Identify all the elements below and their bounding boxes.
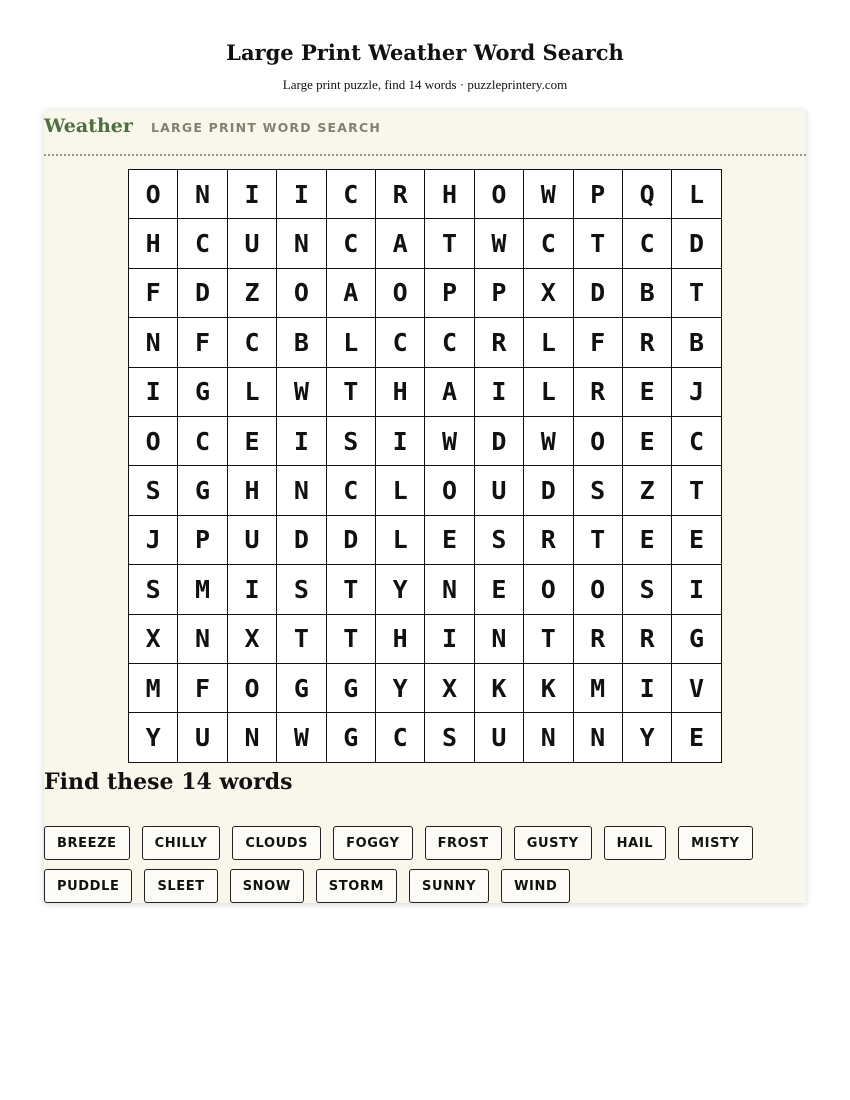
grid-cell[interactable]: C	[376, 713, 425, 762]
grid-cell[interactable]: S	[425, 713, 474, 762]
grid-cell[interactable]: W	[524, 170, 573, 219]
grid-cell[interactable]: I	[475, 368, 524, 417]
grid-cell[interactable]: U	[228, 219, 277, 268]
grid-cell[interactable]: S	[574, 466, 623, 515]
grid-cell[interactable]: T	[524, 615, 573, 664]
grid-cell[interactable]: H	[129, 219, 178, 268]
grid-cell[interactable]: R	[574, 615, 623, 664]
page-subtitle: Large print puzzle, find 14 words · puzzleprintery.com	[282, 77, 568, 92]
grid-cell[interactable]: J	[672, 368, 721, 417]
grid-cell[interactable]: C	[524, 219, 573, 268]
grid-cell[interactable]: T	[277, 615, 326, 664]
grid-cell[interactable]: A	[327, 269, 376, 318]
grid-cell[interactable]: O	[228, 664, 277, 713]
page-title: Large Print Weather Word Search	[226, 40, 624, 65]
grid-cell[interactable]: E	[672, 713, 721, 762]
word-chip[interactable]: FROST	[425, 826, 502, 860]
grid-cell[interactable]: L	[376, 516, 425, 565]
grid-cell[interactable]: O	[475, 170, 524, 219]
grid-cell[interactable]: S	[277, 565, 326, 614]
grid-cell[interactable]: I	[277, 417, 326, 466]
grid-cell[interactable]: S	[475, 516, 524, 565]
grid-cell[interactable]: U	[228, 516, 277, 565]
grid-cell[interactable]: I	[228, 565, 277, 614]
grid-cell[interactable]: X	[129, 615, 178, 664]
grid-cell[interactable]: V	[672, 664, 721, 713]
grid-cell[interactable]: P	[425, 269, 474, 318]
grid-cell[interactable]: B	[623, 269, 672, 318]
grid-cell[interactable]: D	[524, 466, 573, 515]
grid-cell[interactable]: R	[475, 318, 524, 367]
grid-cell[interactable]: O	[574, 565, 623, 614]
grid-cell[interactable]: L	[524, 318, 573, 367]
grid-cell[interactable]: T	[672, 269, 721, 318]
grid-cell[interactable]: C	[623, 219, 672, 268]
grid-cell[interactable]: I	[277, 170, 326, 219]
grid-cell[interactable]: O	[129, 170, 178, 219]
grid-cell[interactable]: O	[277, 269, 326, 318]
grid-cell[interactable]: P	[475, 269, 524, 318]
grid-cell[interactable]: C	[327, 219, 376, 268]
grid-cell[interactable]: L	[524, 368, 573, 417]
grid-cell[interactable]: S	[623, 565, 672, 614]
letter-grid	[128, 169, 722, 763]
grid-cell[interactable]: H	[376, 368, 425, 417]
grid-cell[interactable]: O	[425, 466, 474, 515]
grid-cell[interactable]: J	[129, 516, 178, 565]
grid-cell[interactable]: Q	[623, 170, 672, 219]
grid-cell[interactable]: B	[672, 318, 721, 367]
grid-cell[interactable]: T	[574, 219, 623, 268]
grid-cell[interactable]: Z	[623, 466, 672, 515]
word-chip[interactable]: CHILLY	[142, 826, 221, 860]
grid-cell[interactable]: F	[129, 269, 178, 318]
grid-cell[interactable]: F	[574, 318, 623, 367]
page-header	[0, 38, 850, 93]
grid-cell[interactable]: C	[327, 170, 376, 219]
grid-cell[interactable]: Y	[129, 713, 178, 762]
grid-cell[interactable]: N	[129, 318, 178, 367]
grid-cell[interactable]: E	[425, 516, 474, 565]
grid-cell[interactable]: A	[376, 219, 425, 268]
grid-cell[interactable]: S	[327, 417, 376, 466]
word-chip[interactable]: BREEZE	[44, 826, 130, 860]
grid-cell[interactable]: C	[376, 318, 425, 367]
grid-cell[interactable]: X	[425, 664, 474, 713]
grid-cell[interactable]: E	[228, 417, 277, 466]
grid-cell[interactable]: H	[425, 170, 474, 219]
word-chip[interactable]: CLOUDS	[232, 826, 321, 860]
grid-cell[interactable]: T	[327, 368, 376, 417]
grid-cell[interactable]: R	[623, 318, 672, 367]
grid-cell[interactable]: O	[129, 417, 178, 466]
grid-cell[interactable]: X	[228, 615, 277, 664]
grid-cell[interactable]: I	[228, 170, 277, 219]
grid-cell[interactable]: C	[425, 318, 474, 367]
grid-cell[interactable]: R	[623, 615, 672, 664]
word-chip[interactable]: SNOW	[230, 869, 304, 903]
grid-cell[interactable]: I	[425, 615, 474, 664]
grid-cell[interactable]: F	[178, 664, 227, 713]
grid-cell[interactable]: I	[376, 417, 425, 466]
grid-cell[interactable]: L	[228, 368, 277, 417]
grid-cell[interactable]: L	[327, 318, 376, 367]
grid-cell[interactable]: U	[178, 713, 227, 762]
word-chip[interactable]: SUNNY	[409, 869, 489, 903]
grid-cell[interactable]: C	[228, 318, 277, 367]
grid-cell[interactable]: I	[672, 565, 721, 614]
grid-cell[interactable]: G	[178, 368, 227, 417]
grid-cell[interactable]: U	[475, 466, 524, 515]
grid-cell[interactable]: C	[178, 219, 227, 268]
grid-cell[interactable]: P	[178, 516, 227, 565]
grid-cell[interactable]: W	[277, 368, 326, 417]
puzzle-card	[44, 110, 806, 903]
grid-cell[interactable]: W	[277, 713, 326, 762]
puzzle-type-label: LARGE PRINT WORD SEARCH	[151, 120, 382, 135]
grid-cell[interactable]: O	[376, 269, 425, 318]
word-chip[interactable]: FOGGY	[333, 826, 412, 860]
grid-cell[interactable]: S	[129, 466, 178, 515]
grid-cell[interactable]: T	[327, 615, 376, 664]
grid-cell[interactable]: N	[178, 615, 227, 664]
grid-cell[interactable]: B	[277, 318, 326, 367]
grid-cell[interactable]: W	[425, 417, 474, 466]
word-list	[44, 826, 784, 903]
grid-cell[interactable]: G	[277, 664, 326, 713]
grid-cell[interactable]: N	[574, 713, 623, 762]
grid-cell[interactable]: F	[178, 318, 227, 367]
grid-cell[interactable]: D	[574, 269, 623, 318]
grid-cell[interactable]: Z	[228, 269, 277, 318]
grid-cell[interactable]: W	[475, 219, 524, 268]
card-header	[44, 110, 806, 156]
grid-cell[interactable]: D	[475, 417, 524, 466]
grid-cell[interactable]: S	[129, 565, 178, 614]
grid-cell[interactable]: T	[574, 516, 623, 565]
grid-cell[interactable]: D	[178, 269, 227, 318]
grid-cell[interactable]: N	[425, 565, 474, 614]
grid-cell[interactable]: N	[228, 713, 277, 762]
word-chip[interactable]: MISTY	[678, 826, 752, 860]
grid-cell[interactable]: M	[129, 664, 178, 713]
grid-cell[interactable]: L	[672, 170, 721, 219]
grid-cell[interactable]: O	[574, 417, 623, 466]
grid-cell[interactable]: K	[524, 664, 573, 713]
word-chip[interactable]: GUSTY	[514, 826, 592, 860]
grid-cell[interactable]: R	[376, 170, 425, 219]
grid-cell[interactable]: G	[672, 615, 721, 664]
grid-cell[interactable]: H	[228, 466, 277, 515]
grid-cell[interactable]: Y	[376, 565, 425, 614]
grid-cell[interactable]: Y	[376, 664, 425, 713]
grid-cell[interactable]: T	[327, 565, 376, 614]
grid-cell[interactable]: N	[277, 466, 326, 515]
grid-cell[interactable]: W	[524, 417, 573, 466]
grid-cell[interactable]: N	[524, 713, 573, 762]
grid-cell[interactable]: D	[277, 516, 326, 565]
grid-cell[interactable]: G	[327, 713, 376, 762]
grid-cell[interactable]: U	[475, 713, 524, 762]
grid-cell[interactable]: L	[376, 466, 425, 515]
grid-cell[interactable]: D	[327, 516, 376, 565]
grid-cell[interactable]: H	[376, 615, 425, 664]
grid-cell[interactable]: X	[524, 269, 573, 318]
grid-cell[interactable]: E	[623, 516, 672, 565]
grid-cell[interactable]: E	[623, 417, 672, 466]
word-chip[interactable]: HAIL	[604, 826, 666, 860]
word-list-heading: Find these 14 words	[44, 769, 293, 795]
grid-cell[interactable]: K	[475, 664, 524, 713]
word-chip[interactable]: WIND	[501, 869, 570, 903]
grid-cell[interactable]: R	[574, 368, 623, 417]
grid-cell[interactable]: G	[327, 664, 376, 713]
word-chip[interactable]: STORM	[316, 869, 397, 903]
word-chip[interactable]: SLEET	[144, 869, 217, 903]
grid-cell[interactable]: R	[524, 516, 573, 565]
grid-cell[interactable]: N	[178, 170, 227, 219]
grid-cell[interactable]: C	[327, 466, 376, 515]
grid-cell[interactable]: O	[524, 565, 573, 614]
grid-cell[interactable]: I	[129, 368, 178, 417]
grid-cell[interactable]: I	[623, 664, 672, 713]
grid-cell[interactable]: N	[277, 219, 326, 268]
grid-cell[interactable]: G	[178, 466, 227, 515]
word-chip[interactable]: PUDDLE	[44, 869, 132, 903]
grid-cell[interactable]: Y	[623, 713, 672, 762]
grid-cell[interactable]: E	[672, 516, 721, 565]
grid-cell[interactable]: N	[475, 615, 524, 664]
grid-cell[interactable]: A	[425, 368, 474, 417]
grid-cell[interactable]: C	[178, 417, 227, 466]
grid-cell[interactable]: M	[574, 664, 623, 713]
grid-cell[interactable]: T	[425, 219, 474, 268]
grid-cell[interactable]: D	[672, 219, 721, 268]
grid-cell[interactable]: E	[623, 368, 672, 417]
grid-cell[interactable]: M	[178, 565, 227, 614]
grid-cell[interactable]: P	[574, 170, 623, 219]
grid-cell[interactable]: E	[475, 565, 524, 614]
grid-cell[interactable]: T	[672, 466, 721, 515]
theme-title: Weather	[44, 115, 133, 137]
grid-cell[interactable]: C	[672, 417, 721, 466]
